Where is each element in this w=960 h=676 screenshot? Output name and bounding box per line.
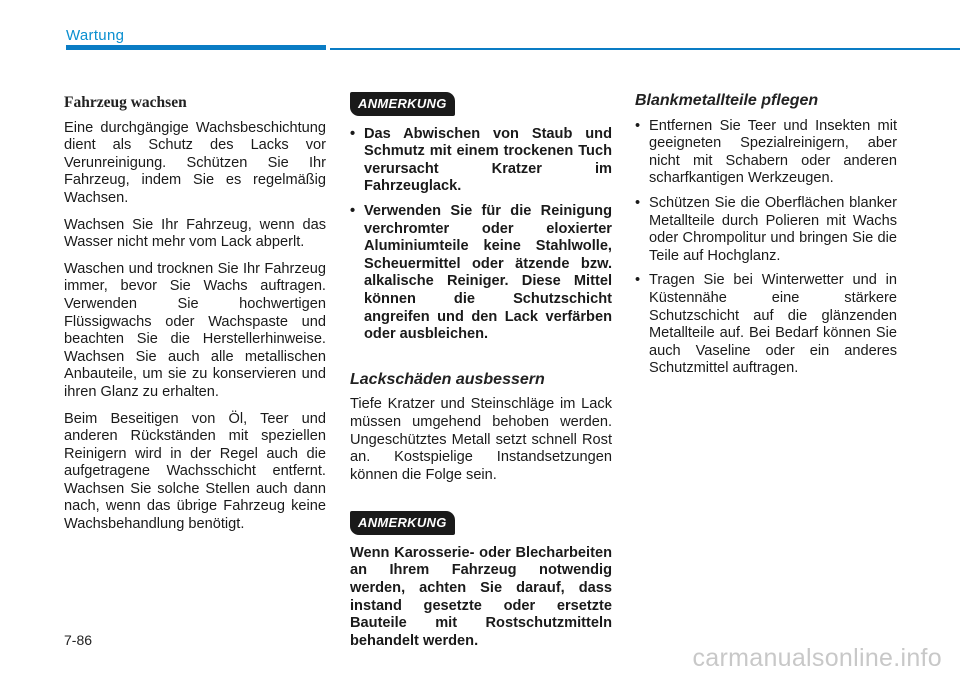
column-left <box>64 92 326 543</box>
note-paragraph: Wenn Karosserie- oder Blecharbeiten an Ihrem Fahrzeug notwendig werden, achten Sie darauf, dass instand gesetzte oder ersetzte Bauteile mit Rostschutzmitteln behandelt werden. <box>350 544 612 649</box>
heading-blankmetallteile: Blankmetallteile pflegen <box>635 92 819 109</box>
list-item: • Entfernen Sie Teer und Insekten mit geeigneten Spezialreinigern, aber nicht mit Schabern oder anderen scharfkantigen Werkzeugen. <box>635 118 897 188</box>
list-item: • Das Abwischen von Staub und Schmutz mit einem trockenen Tuch verursacht Kratzer im Fahrzeuglack. <box>350 126 612 196</box>
section-title: Wartung <box>66 27 125 44</box>
list-item: • Verwenden Sie für die Reinigung verchromter oder eloxierter Aluminiumteile keine Stahlwolle, Scheuermittel oder ätzende bzw. alkalische Reiniger. Diese Mittel können die Schutzschicht angreifen und den Lack verfärben oder ausbleichen. <box>350 203 612 344</box>
anmerkung-badge: ANMERKUNG <box>350 92 455 116</box>
paragraph: Waschen und trocknen Sie Ihr Fahrzeug immer, bevor Sie Wachs auftragen. Verwenden Sie hochwertigen Flüssigwachs oder Wachspaste und beachten Sie die Herstellerhinweise. Wachsen Sie auch alle metallischen Anbauteile, um sie zu konservieren und ihren Glanz zu erhalten. <box>64 260 326 400</box>
paragraph: Wachsen Sie Ihr Fahrzeug, wenn das Wasser nicht mehr vom Lack abperlt. <box>64 216 326 251</box>
watermark: carmanualsonline.info <box>692 644 942 672</box>
header-accent-bar <box>66 45 326 50</box>
anmerkung-badge: ANMERKUNG <box>350 511 455 535</box>
paragraph: Beim Beseitigen von Öl, Teer und anderen Rückständen mit speziellen Reinigern wird in der Regel auch die aufgetragene Wachsschicht entfernt. Wachsen Sie solche Stellen auch dann nach, wenn das übrige Fahrzeug keine Wachsbehandlung benötigt. <box>64 410 326 533</box>
paragraph: Tiefe Kratzer und Steinschläge im Lack müssen umgehend behoben werden. Ungeschütztes Metall setzt schnell Rost an. Kostspielige Instandsetzungen können die Folge sein. <box>350 396 612 483</box>
note-list <box>350 126 612 344</box>
paragraph: Eine durchgängige Wachsbeschichtung dient als Schutz des Lacks vor Verunreinigung. Schützen Sie Ihr Fahrzeug, indem Sie es regelmäßig Wachsen. <box>64 119 326 206</box>
heading-lackschaeden: Lackschäden ausbessern <box>350 370 545 388</box>
list-item: • Schützen Sie die Oberflächen blanker Metallteile durch Polieren mit Wachs oder Chrompolitur und bringen Sie die Teile auf Hochglanz. <box>635 195 897 265</box>
column-middle <box>350 92 612 659</box>
bullet-list <box>635 118 897 378</box>
list-item: • Tragen Sie bei Winterwetter und in Küstennähe eine stärkere Schutzschicht auf die glänzenden Metallteile auf. Bei Bedarf können Sie auch Vaseline oder ein anderes Schutzmittel auftragen. <box>635 272 897 378</box>
heading-fahrzeug-wachsen: Fahrzeug wachsen <box>64 94 187 111</box>
page-number: 7-86 <box>64 632 93 648</box>
header-rule <box>330 48 960 50</box>
column-right <box>635 92 897 385</box>
